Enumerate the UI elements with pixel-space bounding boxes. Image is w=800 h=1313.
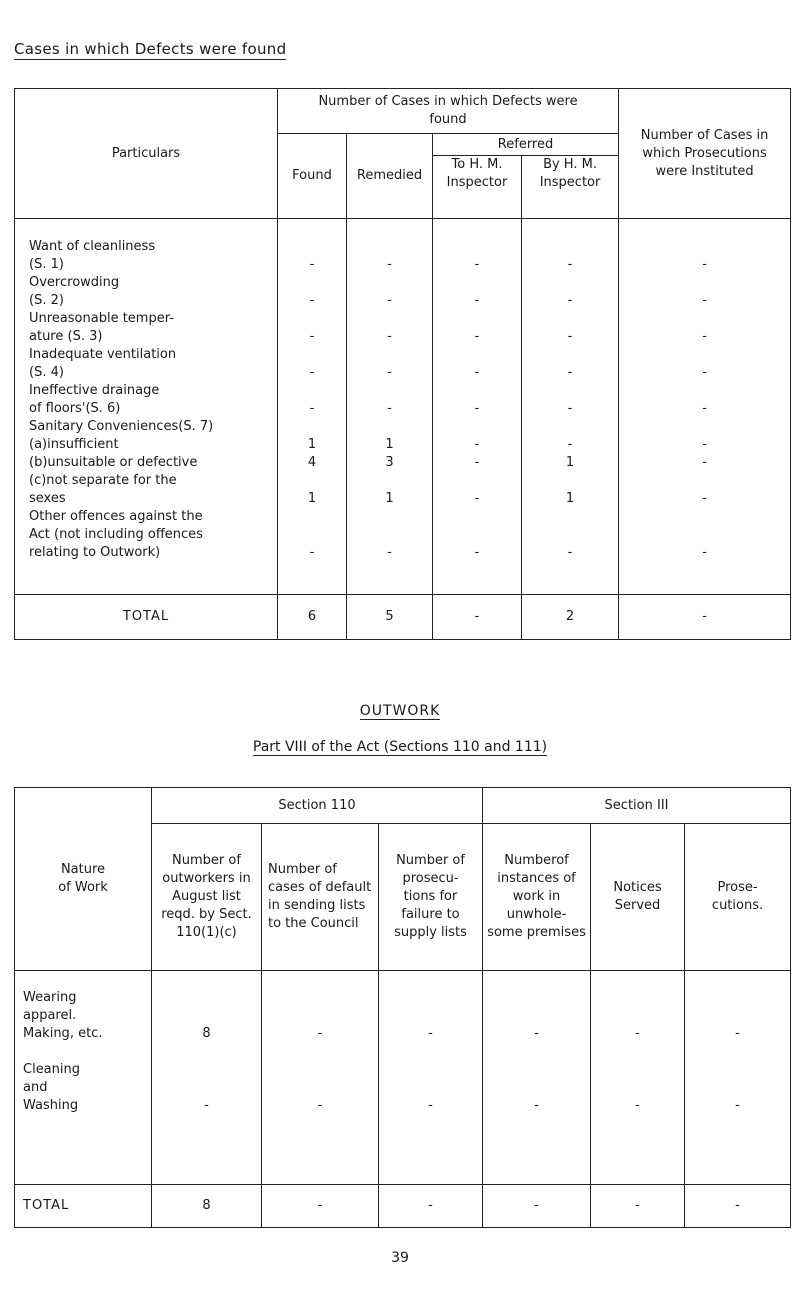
defect-row-to_hm: - (474, 455, 480, 470)
defect-row-label: Act (not including offences (29, 527, 203, 542)
defect-row-remedied: - (387, 257, 392, 272)
defect-row-label: relating to Outwork) (29, 545, 161, 560)
outwork-row-default: - (317, 1098, 323, 1113)
defect-row-remedied (347, 238, 432, 256)
outwork-row-instances: - (534, 1026, 539, 1041)
total-remedied: 5 (347, 595, 433, 640)
section-111-header: Section III (483, 788, 791, 824)
defect-row-found: - (309, 365, 315, 380)
remedied-column (347, 219, 433, 595)
defect-row-by_hm: - (567, 365, 573, 380)
defect-row-to_hm: - (474, 365, 480, 380)
defect-row-label: Inadequate ventilation (29, 347, 177, 362)
defect-row-pros (619, 526, 790, 544)
defect-row-found (278, 472, 346, 490)
outwork-row-pros111 (685, 987, 790, 1005)
defect-row-pros (619, 382, 790, 400)
defect-row-to_hm (433, 472, 521, 490)
outwork-row-outworkers (152, 1005, 261, 1023)
defect-row-remedied: 1 (385, 491, 394, 506)
outwork-row-pros111 (685, 1077, 790, 1095)
col-prosecutions-111-header: Prose- cutions. (685, 824, 791, 971)
defect-row-to_hm: - (474, 401, 480, 416)
col-outworkers-header: Number of outworkers in August list reqd. by Sect. 110(1)(c) (152, 824, 262, 971)
outwork-row-notices (591, 1059, 684, 1077)
outwork-total-label: TOTAL (15, 1185, 152, 1228)
outwork-row-pros111: - (735, 1098, 740, 1113)
outwork-total-notices: - (591, 1185, 685, 1228)
defect-row-label: Sanitary Conveniences(S. 7) (29, 419, 214, 434)
outwork-row-outworkers (152, 987, 261, 1005)
defect-row-label: (a)insufficient (29, 437, 119, 452)
defect-row-label: Unreasonable temper- (29, 311, 174, 326)
defect-row-pros (619, 418, 790, 436)
outwork-subtitle (0, 739, 800, 755)
outwork-row-instances (483, 1005, 590, 1023)
defect-row-to_hm (433, 508, 521, 526)
defect-row-found (278, 382, 346, 400)
outwork-total-outworkers: 8 (152, 1185, 262, 1228)
defect-row-found (278, 508, 346, 526)
outwork-row-notices (591, 987, 684, 1005)
defect-row-label: (c)not separate for the (29, 473, 177, 488)
defect-row-to_hm (433, 310, 521, 328)
defects-table (14, 88, 791, 640)
outwork-row-instances (483, 987, 590, 1005)
defect-row-label: (S. 4) (29, 365, 64, 380)
defect-row-label: Want of cleanliness (29, 239, 156, 254)
prosecutions-110-column (379, 971, 483, 1185)
defect-row-found (278, 274, 346, 292)
outwork-row-notices: - (635, 1026, 640, 1041)
defect-row-label: sexes (29, 491, 66, 506)
defect-row-found: - (309, 257, 315, 272)
defect-row-remedied (347, 508, 432, 526)
outwork-row-instances (483, 1059, 590, 1077)
outwork-row-notices: - (635, 1098, 640, 1113)
total-prosecutions: - (619, 595, 791, 640)
defect-row-label: ature (S. 3) (29, 329, 103, 344)
defect-row-by_hm (522, 418, 618, 436)
defect-row-found: - (309, 293, 315, 308)
defect-row-pros (619, 346, 790, 364)
outwork-row-label: Wearing (23, 990, 77, 1005)
defect-row-by_hm: - (567, 293, 573, 308)
col-particulars-header: Particulars (15, 89, 278, 219)
outwork-row-outworkers: 8 (202, 1026, 211, 1041)
defect-row-to_hm: - (474, 545, 480, 560)
col-to-hm-header: To H. M. Inspector (433, 156, 522, 219)
col-notices-header: Notices Served (591, 824, 685, 971)
defect-row-label: (S. 1) (29, 257, 64, 272)
defect-row-remedied: 3 (385, 455, 394, 470)
defect-row-pros: - (702, 293, 707, 308)
outwork-row-label: apparel. (23, 1008, 77, 1023)
defect-row-found: - (309, 401, 315, 416)
outwork-table (14, 787, 791, 1228)
outwork-title (0, 703, 800, 719)
outwork-row-notices (591, 1005, 684, 1023)
defect-row-found: 4 (307, 455, 317, 470)
defect-row-by_hm: - (567, 401, 573, 416)
section-110-header: Section 110 (152, 788, 483, 824)
outwork-row-default (262, 1005, 378, 1023)
instances-column (483, 971, 591, 1185)
to-hm-column (433, 219, 522, 595)
defect-row-by_hm (522, 382, 618, 400)
outwork-row-outworkers: - (204, 1098, 209, 1113)
defect-row-to_hm: - (474, 329, 480, 344)
defect-row-pros: - (702, 365, 707, 380)
defect-row-by_hm (522, 526, 618, 544)
defect-row-by_hm: 1 (565, 491, 575, 506)
page-heading: Cases in which Defects were found (14, 40, 287, 58)
defect-row-by_hm (522, 472, 618, 490)
total-to-hm: - (433, 595, 522, 640)
col-by-hm-header: By H. M. Inspector (522, 156, 619, 219)
defect-row-found: 1 (307, 491, 317, 506)
outwork-row-pros111: - (735, 1026, 740, 1041)
defect-row-by_hm (522, 310, 618, 328)
defect-row-pros: - (702, 437, 707, 452)
defect-row-to_hm: - (474, 257, 480, 272)
outwork-total-prosecutions-111: - (685, 1185, 791, 1228)
defect-row-to_hm (433, 238, 521, 256)
defect-row-pros (619, 472, 790, 490)
defect-row-pros (619, 508, 790, 526)
defect-row-pros: - (702, 545, 707, 560)
defect-row-pros (619, 310, 790, 328)
col-found-header: Found (278, 134, 347, 219)
total-label: TOTAL (15, 595, 278, 640)
outwork-row-pros110 (379, 1059, 482, 1077)
outwork-row-notices (591, 1077, 684, 1095)
defect-row-remedied (347, 346, 432, 364)
outwork-row-outworkers (152, 1077, 261, 1095)
prosecutions-column (619, 219, 791, 595)
outwork-row-default (262, 987, 378, 1005)
col-remedied-header: Remedied (347, 134, 433, 219)
outwork-row-pros111 (685, 1059, 790, 1077)
defect-row-to_hm (433, 382, 521, 400)
defect-row-by_hm: 1 (565, 455, 575, 470)
defect-row-found: 1 (307, 437, 317, 452)
outwork-total-instances: - (483, 1185, 591, 1228)
defect-row-by_hm: - (567, 437, 573, 452)
outwork-row-pros111 (685, 1005, 790, 1023)
defect-row-found (278, 238, 346, 256)
defect-row-pros: - (702, 401, 707, 416)
defect-row-to_hm (433, 274, 521, 292)
nature-column (15, 971, 152, 1185)
notices-column (591, 971, 685, 1185)
defect-row-found (278, 310, 346, 328)
outwork-row-pros110 (379, 987, 482, 1005)
col-referred-header: Referred (433, 134, 619, 156)
page-number: 39 (391, 1250, 409, 1266)
defect-row-pros (619, 274, 790, 292)
defect-row-pros: - (702, 257, 707, 272)
defect-row-to_hm: - (474, 491, 480, 506)
default-column (262, 971, 379, 1185)
defect-row-remedied (347, 472, 432, 490)
col-prosecutions-header: Number of Cases in which Prosecutions were Instituted (619, 89, 791, 219)
outwork-row-label: Washing (23, 1098, 79, 1113)
col-nature-header: Nature of Work (15, 788, 152, 971)
defect-row-label: Other offences against the (29, 509, 203, 524)
defect-row-label: of floors'(S. 6) (29, 401, 121, 416)
defect-row-by_hm (522, 346, 618, 364)
outwork-row-label: Cleaning (23, 1062, 80, 1077)
col-number-group-header: Number of Cases in which Defects were found (278, 89, 619, 134)
defect-row-to_hm: - (474, 437, 480, 452)
defect-row-found: - (309, 545, 315, 560)
outwork-row-default (262, 1059, 378, 1077)
total-by-hm: 2 (522, 595, 619, 640)
prosecutions-111-column (685, 971, 791, 1185)
defect-row-by_hm: - (567, 329, 573, 344)
defect-row-found: - (309, 329, 315, 344)
defect-row-remedied (347, 382, 432, 400)
defect-row-to_hm (433, 346, 521, 364)
outwork-row-label: Making, etc. (23, 1026, 103, 1041)
outwork-total-prosecutions-110: - (379, 1185, 483, 1228)
outwork-row-pros110 (379, 1005, 482, 1023)
defect-row-remedied: - (387, 365, 392, 380)
defect-row-pros: - (702, 491, 707, 506)
outwork-row-pros110: - (428, 1098, 433, 1113)
outwork-row-default (262, 1077, 378, 1095)
defect-row-to_hm (433, 418, 521, 436)
outwork-row-pros110: - (428, 1026, 433, 1041)
outwork-title-text: OUTWORK (359, 703, 441, 719)
defect-row-by_hm: - (567, 545, 573, 560)
defect-row-by_hm (522, 508, 618, 526)
defect-row-pros: - (702, 329, 707, 344)
col-prosecutions-110-header: Number of prosecu- tions for failure to supply lists (379, 824, 483, 971)
total-found: 6 (278, 595, 347, 640)
defect-row-remedied: - (387, 329, 392, 344)
outwork-total-default: - (262, 1185, 379, 1228)
defect-row-remedied: - (387, 401, 392, 416)
defect-row-by_hm (522, 238, 618, 256)
defect-row-remedied (347, 274, 432, 292)
defect-row-found (278, 418, 346, 436)
outwork-row-instances: - (534, 1098, 539, 1113)
defect-row-found (278, 526, 346, 544)
by-hm-column (522, 219, 619, 595)
defect-row-found (278, 346, 346, 364)
defect-row-remedied (347, 418, 432, 436)
defect-row-pros (619, 238, 790, 256)
outwork-row-label: and (23, 1080, 48, 1095)
outwork-subtitle-text: Part VIII of the Act (Sections 110 and 111) (252, 739, 548, 755)
defect-row-by_hm: - (567, 257, 573, 272)
defect-row-label: (b)unsuitable or defective (29, 455, 198, 470)
defect-row-by_hm (522, 274, 618, 292)
defect-row-remedied (347, 526, 432, 544)
outwork-row-default: - (317, 1026, 323, 1041)
found-column (278, 219, 347, 595)
col-default-header: Number of cases of default in sending lists to the Council (262, 824, 379, 971)
defect-row-label: Overcrowding (29, 275, 120, 290)
defect-row-remedied (347, 310, 432, 328)
defect-row-remedied: - (387, 293, 392, 308)
outworkers-column (152, 971, 262, 1185)
outwork-row-pros110 (379, 1077, 482, 1095)
outwork-row-outworkers (152, 1059, 261, 1077)
defect-row-remedied: 1 (385, 437, 394, 452)
outwork-row-instances (483, 1077, 590, 1095)
defect-row-to_hm (433, 526, 521, 544)
particulars-column (15, 219, 278, 595)
defect-row-pros: - (702, 455, 707, 470)
defect-row-label: (S. 2) (29, 293, 64, 308)
defect-row-label: Ineffective drainage (29, 383, 160, 398)
defect-row-remedied: - (387, 545, 392, 560)
defect-row-to_hm: - (474, 293, 480, 308)
col-instances-header: Numberof instances of work in unwhole- some premises (483, 824, 591, 971)
